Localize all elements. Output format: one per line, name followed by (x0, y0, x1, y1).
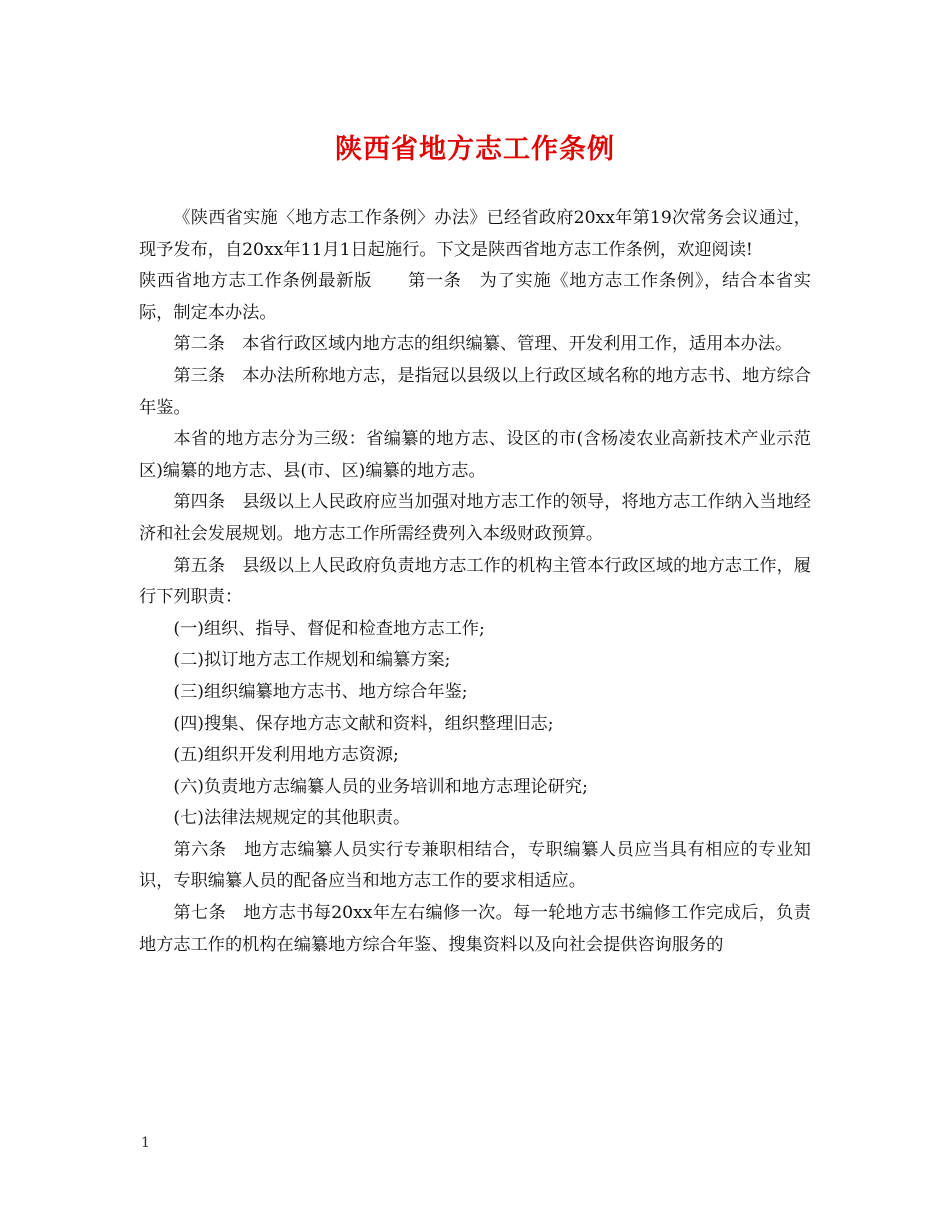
list-item-duty-6: (六)负责地方志编纂人员的业务培训和地方志理论研究; (173, 776, 588, 797)
document-body (139, 203, 811, 961)
list-item-duty-4: (四)搜集、保存地方志文献和资料，组织整理旧志; (173, 713, 554, 734)
list-item-duty-7: (七)法律法规规定的其他职责。 (173, 808, 411, 829)
list-item-duty-3: (三)组织编纂地方志书、地方综合年鉴; (173, 681, 468, 702)
paragraph-article-2: 第二条 本省行政区域内地方志的组织编纂、管理、开发利用工作，适用本办法。 (173, 334, 793, 355)
paragraph-article-4: 第四条 县级以上人民政府应当加强对地方志工作的领导，将地方志工作纳入当地经济和社会发展规划。地方志工作所需经费列入本级财政预算。 (139, 492, 811, 544)
paragraph-article-6: 第六条 地方志编纂人员实行专兼职相结合，专职编纂人员应当具有相应的专业知识，专职编纂人员的配备应当和地方志工作的要求相适应。 (139, 839, 811, 892)
list-item-duty-2: (二)拟订地方志工作规划和编纂方案; (173, 650, 451, 671)
paragraph-article-5: 第五条 县级以上人民政府负责地方志工作的机构主管本行政区域的地方志工作，履行下列职责： (139, 555, 811, 608)
page-number: 1 (141, 1135, 150, 1151)
document-title: 陕西省地方志工作条例 (335, 134, 615, 165)
list-item-duty-1: (一)组织、指导、督促和检查地方志工作; (173, 618, 485, 639)
paragraph-article-1: 陕西省地方志工作条例最新版 第一条 为了实施《地方志工作条例》，结合本省实际，制定本办法。 (139, 271, 811, 323)
paragraph-intro: 《陕西省实施〈地方志工作条例〉办法》已经省政府20xx年第19次常务会议通过，现予发布，自20xx年11月1日起施行。下文是陕西省地方志工作条例，欢迎阅读! (139, 208, 811, 260)
paragraph-levels: 本省的地方志分为三级：省编纂的地方志、设区的市(含杨凌农业高新技术产业示范区)编纂的地方志、县(市、区)编纂的地方志。 (139, 429, 811, 481)
paragraph-article-3: 第三条 本办法所称地方志，是指冠以县级以上行政区域名称的地方志书、地方综合年鉴。 (139, 365, 811, 418)
list-item-duty-5: (五)组织开发利用地方志资源; (173, 745, 399, 766)
paragraph-article-7: 第七条 地方志书每20xx年左右编修一次。每一轮地方志书编修工作完成后，负责地方志工作的机构在编纂地方综合年鉴、搜集资料以及向社会提供咨询服务的 (139, 903, 811, 955)
